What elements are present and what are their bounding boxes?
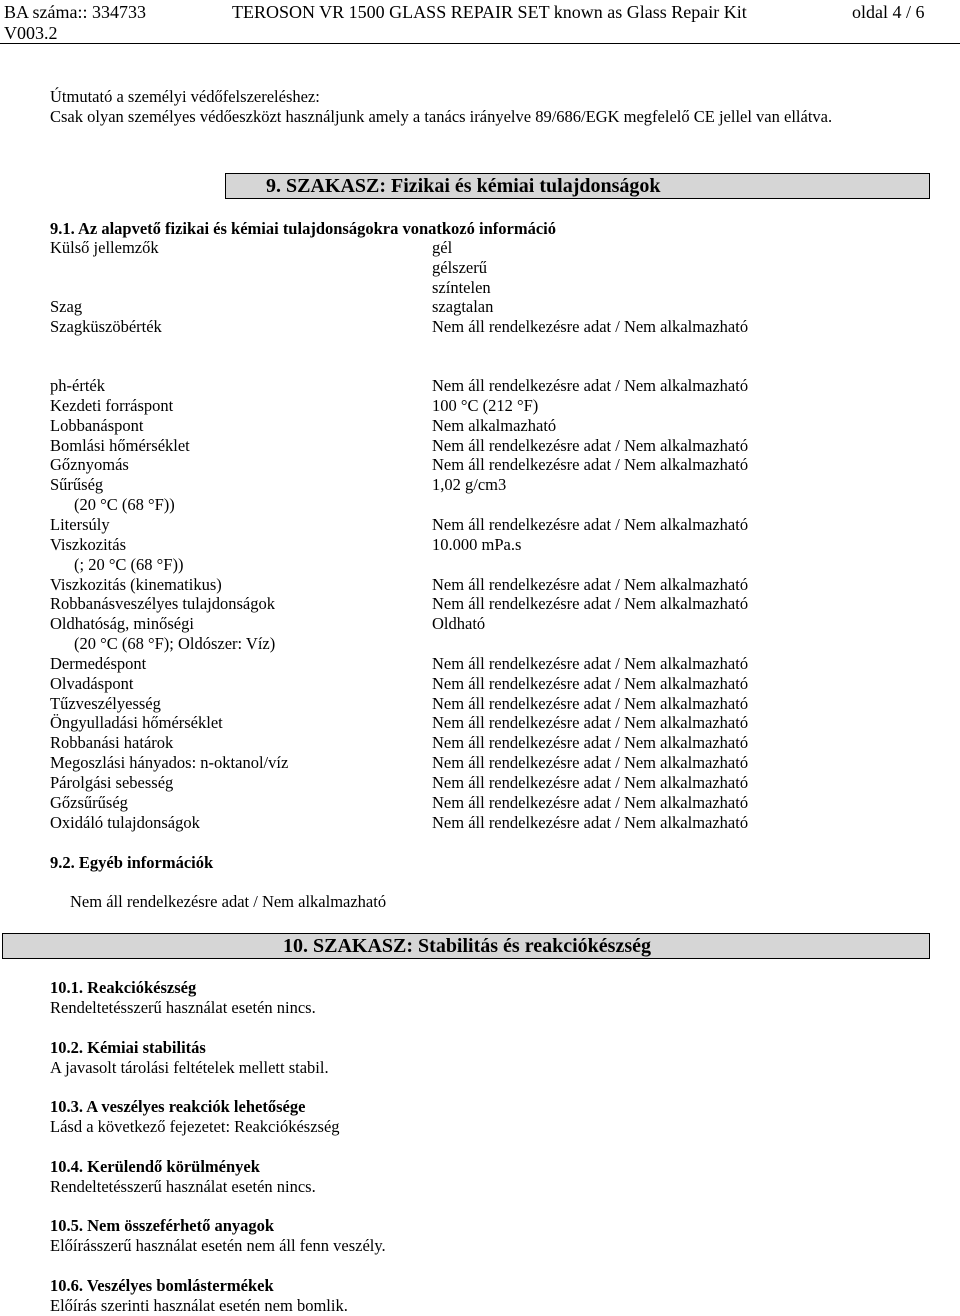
subsection-9-1-title: 9.1. Az alapvető fizikai és kémiai tulajdonságokra vonatkozó információ: [50, 219, 556, 238]
property-row: [50, 455, 930, 475]
property-label: Megoszlási hányados: n-oktanol/víz: [50, 753, 289, 773]
property-row: [50, 515, 930, 535]
property-row: [50, 674, 930, 694]
property-row: [50, 376, 930, 396]
section-10-item-text: Lásd a következő fejezetet: Reakciókészség: [50, 1117, 340, 1137]
property-label: Gőzsűrűség: [50, 792, 128, 812]
property-value: Nem áll rendelkezésre adat / Nem alkalmazható: [432, 753, 749, 773]
property-label: Gőznyomás: [50, 455, 129, 475]
property-value: Nem áll rendelkezésre adat / Nem alkalmazható: [432, 773, 749, 792]
section-10-item-text: Rendeltetésszerű használat esetén nincs.: [50, 1176, 316, 1196]
property-value: Oldható: [432, 614, 486, 634]
property-row: [50, 535, 930, 555]
property-row: [50, 575, 930, 595]
document-title: TEROSON VR 1500 GLASS REPAIR SET known as Glass Repair Kit: [232, 2, 747, 22]
property-value: Nem áll rendelkezésre adat / Nem alkalmazható: [432, 812, 749, 832]
appearance-value: színtelen: [432, 278, 491, 297]
property-value: Nem áll rendelkezésre adat / Nem alkalmazható: [432, 713, 749, 733]
property-row: [50, 694, 930, 714]
property-value: szagtalan: [432, 297, 494, 316]
property-row: [50, 495, 930, 515]
property-value: 1,02 g/cm3: [432, 475, 507, 495]
property-row: [50, 793, 930, 813]
property-value: Nem áll rendelkezésre adat / Nem alkalmazható: [432, 514, 749, 534]
section-10-item-heading: 10.3. A veszélyes reakciók lehetősége: [50, 1097, 306, 1117]
property-value: Nem áll rendelkezésre adat / Nem alkalmazható: [432, 574, 749, 594]
property-label: ph-érték: [50, 376, 105, 395]
property-label: Bomlási hőmérséklet: [50, 435, 190, 455]
property-label: Viszkozitás (kinematikus): [50, 574, 222, 594]
page-number: oldal 4 / 6: [852, 2, 925, 22]
property-row: [50, 813, 930, 833]
property-label: (20 °C (68 °F); Oldószer: Víz): [74, 634, 276, 654]
ppe-text: Csak olyan személyes védőeszközt használjunk amely a tanács irányelve 89/686/EGK megfelelő CE jellel van ellátva.: [50, 107, 833, 126]
subsection-9-2-text: Nem áll rendelkezésre adat / Nem alkalmazható: [70, 892, 387, 911]
property-row: [50, 654, 930, 674]
property-row: [50, 416, 930, 436]
property-value: Nem áll rendelkezésre adat / Nem alkalmazható: [432, 673, 749, 693]
property-value: Nem áll rendelkezésre adat / Nem alkalmazható: [432, 316, 749, 336]
document-number: BA száma:: 334733: [4, 2, 146, 22]
property-value: Nem alkalmazható: [432, 415, 557, 435]
section-10-item-text: Rendeltetésszerű használat esetén nincs.: [50, 998, 316, 1017]
section-10-item-heading: 10.5. Nem összeférhető anyagok: [50, 1216, 275, 1236]
property-value: 10.000 mPa.s: [432, 534, 522, 554]
property-row: [50, 475, 930, 495]
property-label: Tűzveszélyesség: [50, 693, 161, 713]
property-label: Párolgási sebesség: [50, 773, 174, 792]
property-label: (; 20 °C (68 °F)): [74, 554, 184, 574]
appearance-value: gélszerű: [432, 258, 487, 277]
property-value: Nem áll rendelkezésre adat / Nem alkalmazható: [432, 693, 749, 713]
property-row: [50, 733, 930, 753]
section-9-title: 9. SZAKASZ: Fizikai és kémiai tulajdonságok: [266, 175, 661, 197]
appearance-label: Külső jellemzők: [50, 238, 159, 257]
property-value: Nem áll rendelkezésre adat / Nem alkalmazható: [432, 653, 749, 673]
document-version: V003.2: [4, 23, 58, 43]
property-label: Oxidáló tulajdonságok: [50, 812, 200, 832]
property-value: Nem áll rendelkezésre adat / Nem alkalmazható: [432, 455, 749, 475]
property-label: Oldhatóság, minőségi: [50, 614, 194, 634]
property-row: [50, 753, 930, 773]
property-row: [50, 555, 930, 575]
section-10-title: 10. SZAKASZ: Stabilitás és reakciókészség: [283, 935, 651, 957]
property-label: Robbanási határok: [50, 733, 174, 753]
subsection-9-2-title: 9.2. Egyéb információk: [50, 853, 214, 872]
property-value: Nem áll rendelkezésre adat / Nem alkalmazható: [432, 733, 749, 753]
property-value: Nem áll rendelkezésre adat / Nem alkalmazható: [432, 435, 749, 455]
section-10-item-heading: 10.1. Reakciókészség: [50, 978, 197, 997]
property-label: (20 °C (68 °F)): [74, 495, 175, 515]
section-10-item-heading: 10.4. Kerülendő körülmények: [50, 1156, 260, 1176]
ppe-heading: Útmutató a személyi védőfelszereléshez:: [50, 87, 320, 106]
property-row: [50, 713, 930, 733]
property-value: Nem áll rendelkezésre adat / Nem alkalmazható: [432, 792, 749, 812]
section-10-item-text: Előírásszerű használat esetén nem áll fenn veszély.: [50, 1236, 386, 1256]
property-row: [50, 594, 930, 614]
section-10-item-heading: 10.2. Kémiai stabilitás: [50, 1037, 206, 1057]
property-label: Sűrűség: [50, 475, 104, 495]
property-value: Nem áll rendelkezésre adat / Nem alkalmazható: [432, 594, 749, 614]
property-label: Olvadáspont: [50, 673, 134, 693]
property-value: Nem áll rendelkezésre adat / Nem alkalmazható: [432, 376, 749, 395]
property-label: Szagküszöbérték: [50, 316, 162, 336]
property-label: Litersúly: [50, 514, 110, 534]
property-row: [50, 436, 930, 456]
property-row: [50, 634, 930, 654]
property-label: Viszkozitás: [50, 534, 126, 554]
property-label: Öngyulladási hőmérséklet: [50, 713, 223, 733]
property-label: Lobbanáspont: [50, 415, 144, 435]
property-label: Szag: [50, 297, 83, 316]
appearance-value: gél: [432, 238, 453, 257]
section-10-item-text: A javasolt tárolási feltételek mellett stabil.: [50, 1057, 329, 1077]
property-row: [50, 396, 930, 416]
property-row: [50, 614, 930, 634]
property-label: Robbanásveszélyes tulajdonságok: [50, 594, 275, 614]
property-row: [50, 773, 930, 793]
section-10-item-heading: 10.6. Veszélyes bomlástermékek: [50, 1276, 274, 1295]
property-label: Kezdeti forráspont: [50, 395, 174, 415]
property-row: [50, 297, 930, 317]
property-value: 100 °C (212 °F): [432, 395, 539, 415]
section-10-item-text: Előírás szerinti használat esetén nem bomlik.: [50, 1296, 348, 1315]
property-label: Dermedéspont: [50, 653, 147, 673]
property-row: [50, 317, 930, 337]
header-rule: [0, 43, 960, 44]
